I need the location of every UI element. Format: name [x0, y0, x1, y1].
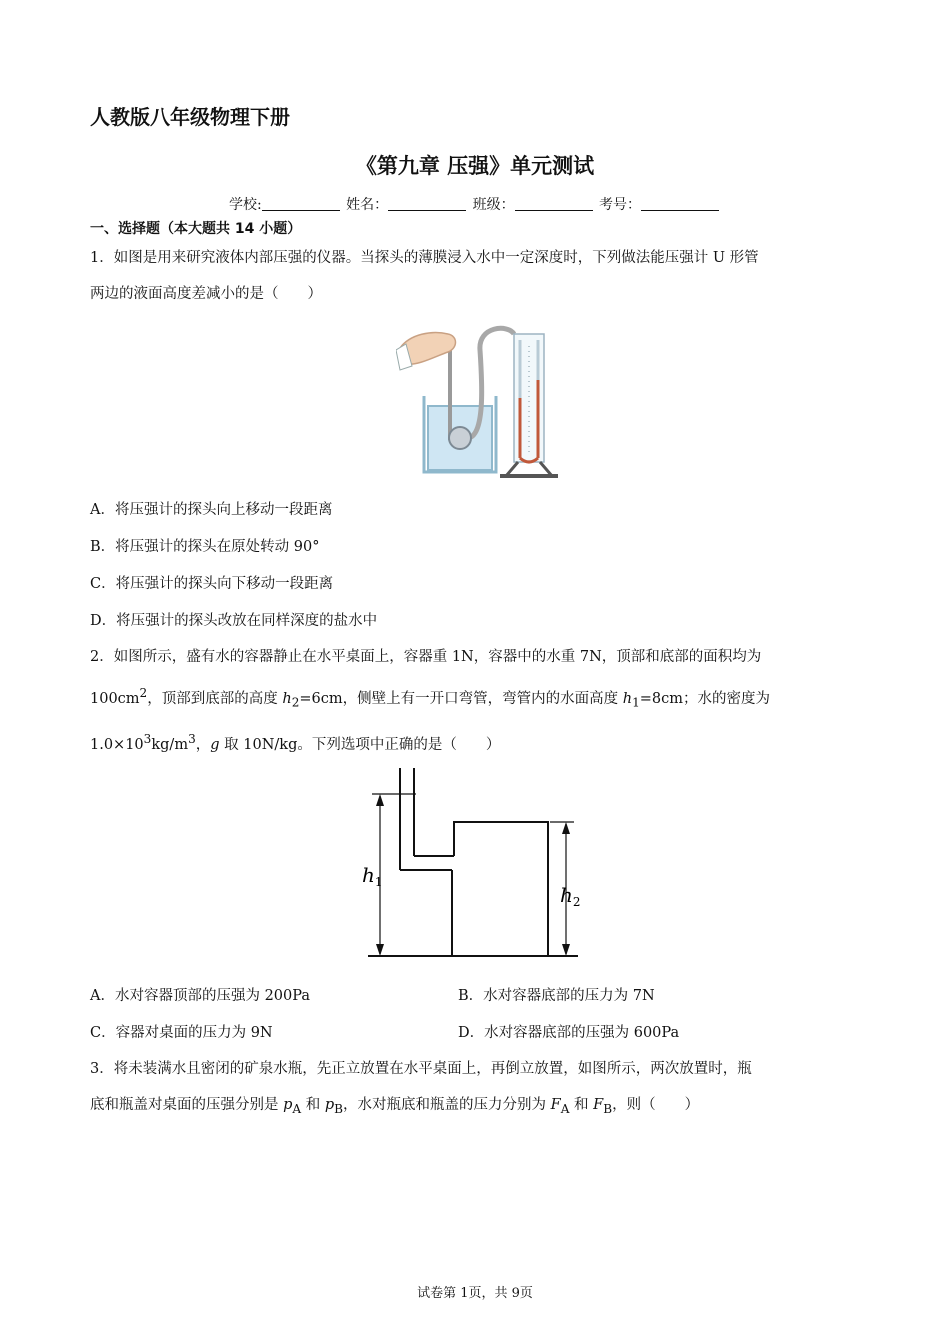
q1-option-b[interactable]: B．将压强计的探头在原处转动 90° — [90, 539, 320, 555]
probe-head — [449, 427, 471, 449]
h1-arrow-up — [376, 794, 384, 806]
school-blank — [262, 196, 340, 211]
h2-arrow-up — [562, 822, 570, 834]
q2-line3: $1.0\times 10^3kg/m^3$，g 取 10N/kg。下列选项中正确的是（ ） — [90, 731, 501, 753]
q3-line2: 底和瓶盖对桌面的压强分别是 $p_A$ 和 $p_B$，水对瓶底和瓶盖的压力分别为 $F_A$ 和 $F_B$，则（ ） — [90, 1097, 700, 1116]
page-footer: 试卷第 1页，共 9页 — [417, 1286, 533, 1301]
exam-no-blank — [641, 196, 719, 211]
q2-option-d[interactable]: D．水对容器底部的压强为 600Pa — [458, 1025, 680, 1041]
q1-stem — [90, 240, 862, 312]
doc-title: 人教版八年级物理下册 — [90, 105, 290, 129]
q1-option-a[interactable]: A．将压强计的探头向上移动一段距离 — [90, 502, 333, 518]
h2-label: $h_2$ — [560, 883, 581, 909]
gauge-stand-base — [500, 474, 558, 478]
class-blank — [515, 196, 593, 211]
q2-line1: 2．如图所示，盛有水的容器静止在水平桌面上，容器重 1N，容器中的水重 7N，顶部和底部的面积均为 — [90, 649, 762, 665]
q2-line2: $100cm^2$，顶部到底部的高度 $h_2=6cm$，侧壁上有一开口弯管，弯管内的水面高度 $h_1=8cm$；水的密度为 — [90, 686, 771, 710]
q2-option-a[interactable]: A．水对容器顶部的压强为 200Pa — [90, 988, 311, 1004]
pressure-gauge-figure — [396, 320, 564, 478]
q2-option-c[interactable]: C．容器对桌面的压力为 9N — [90, 1025, 273, 1041]
q1-line2: 两边的液面高度差减小的是（ ） — [90, 286, 322, 302]
gauge-stand-legs — [506, 462, 552, 476]
q1-option-c[interactable]: C．将压强计的探头向下移动一段距离 — [90, 576, 334, 592]
container-top-right — [454, 822, 548, 956]
q1-line1: 1．如图是用来研究液体内部压强的仪器。当探头的薄膜浸入水中一定深度时，下列做法能压强计 U 形管 — [90, 250, 759, 266]
h1-label: $h_1$ — [362, 863, 383, 889]
name-label: 姓名： — [346, 197, 389, 213]
name-blank — [388, 196, 466, 211]
school-label: 学校: — [228, 197, 262, 213]
class-label: 班级： — [472, 197, 515, 213]
q2-stem — [90, 639, 862, 763]
section-heading: 一、选择题（本大题共 14 小题） — [90, 221, 302, 237]
q3-stem — [90, 1051, 862, 1127]
container-figure — [360, 762, 590, 964]
exam-no-label: 考号： — [599, 197, 642, 213]
q2-option-b[interactable]: B．水对容器底部的压力为 7N — [458, 988, 655, 1004]
student-info-row — [0, 194, 950, 214]
unit-title: 《第九章 压强》单元测试 — [355, 154, 595, 178]
q1-option-d[interactable]: D．将压强计的探头改放在同样深度的盐水中 — [90, 613, 378, 629]
h2-arrow-down — [562, 944, 570, 956]
q3-line1: 3．将未装满水且密闭的矿泉水瓶，先正立放置在水平桌面上，再倒立放置，如图所示，两次放置时，瓶 — [90, 1061, 752, 1077]
h1-arrow-down — [376, 944, 384, 956]
